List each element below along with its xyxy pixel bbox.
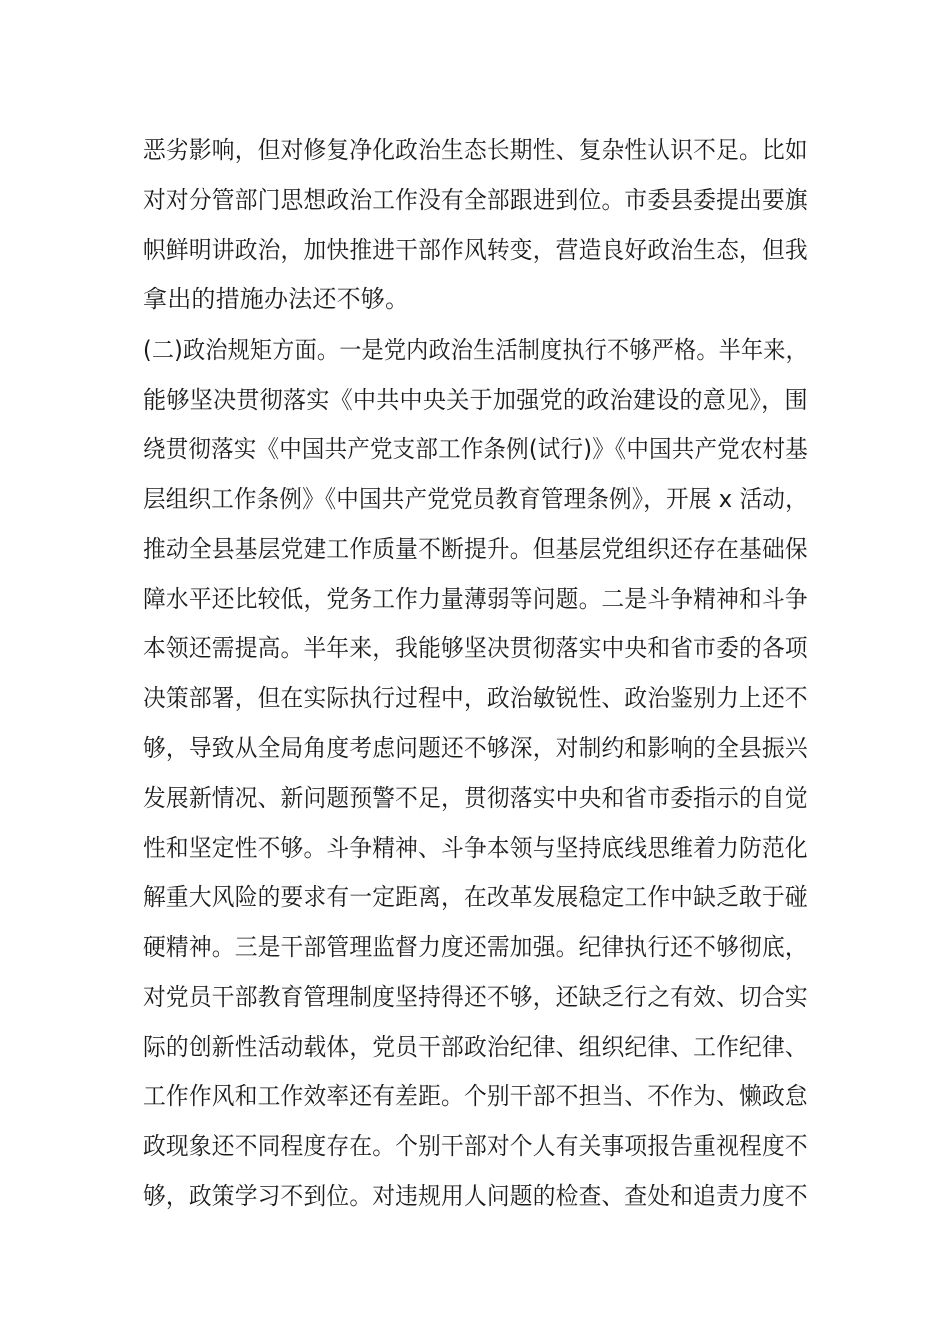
paragraph-line: 解重大风险的要求有一定距离，在改革发展稳定工作中缺乏敢于碰 <box>143 883 808 911</box>
paragraph-line: 对党员干部教育管理制度坚持得还不够，还缺乏行之有效、切合实 <box>143 983 808 1011</box>
paragraph-line: 性和坚定性不够。斗争精神、斗争本领与坚持底线思维着力防范化 <box>143 834 808 862</box>
paragraph-line: 拿出的措施办法还不够。 <box>143 285 410 313</box>
paragraph-line: 硬精神。三是干部管理监督力度还需加强。纪律执行还不够彻底， <box>143 933 808 961</box>
paragraph-line: 推动全县基层党建工作质量不断提升。但基层党组织还存在基础保 <box>143 535 808 563</box>
paragraph-line: 恶劣影响，但对修复净化政治生态长期性、复杂性认识不足。比如 <box>143 136 808 164</box>
paragraph-line: 政现象还不同程度存在。个别干部对个人有关事项报告重视程度不 <box>143 1132 808 1160</box>
paragraph-line: 发展新情况、新问题预警不足，贯彻落实中央和省市委指示的自觉 <box>143 784 808 812</box>
paragraph-line: 够，导致从全局角度考虑问题还不够深，对制约和影响的全县振兴 <box>143 734 808 762</box>
paragraph-line: 决策部署，但在实际执行过程中，政治敏锐性、政治鉴别力上还不 <box>143 684 808 712</box>
paragraph-line: 绕贯彻落实《中国共产党支部工作条例(试行)》《中国共产党农村基 <box>143 435 808 463</box>
paragraph-line: 障水平还比较低，党务工作力量薄弱等问题。二是斗争精神和斗争 <box>143 585 808 613</box>
paragraph-line: 际的创新性活动载体，党员干部政治纪律、组织纪律、工作纪律、 <box>143 1033 808 1061</box>
paragraph-line: 工作作风和工作效率还有差距。个别干部不担当、不作为、懒政怠 <box>143 1082 808 1110</box>
paragraph-line: 本领还需提高。半年来，我能够坚决贯彻落实中央和省市委的各项 <box>143 634 808 662</box>
paragraph-line: 帜鲜明讲政治，加快推进干部作风转变，营造良好政治生态，但我 <box>143 236 808 264</box>
paragraph-line: 层组织工作条例》《中国共产党党员教育管理条例》，开展 x 活动， <box>143 485 808 513</box>
paragraph-line: 够，政策学习不到位。对违规用人问题的检查、查处和追责力度不 <box>143 1182 808 1210</box>
section-heading-line: (二)政治规矩方面。一是党内政治生活制度执行不够严格。半年来， <box>143 336 808 364</box>
paragraph-line: 能够坚决贯彻落实《中共中央关于加强党的政治建设的意见》，围 <box>143 386 808 414</box>
paragraph-line: 对对分管部门思想政治工作没有全部跟进到位。市委县委提出要旗 <box>143 186 808 214</box>
